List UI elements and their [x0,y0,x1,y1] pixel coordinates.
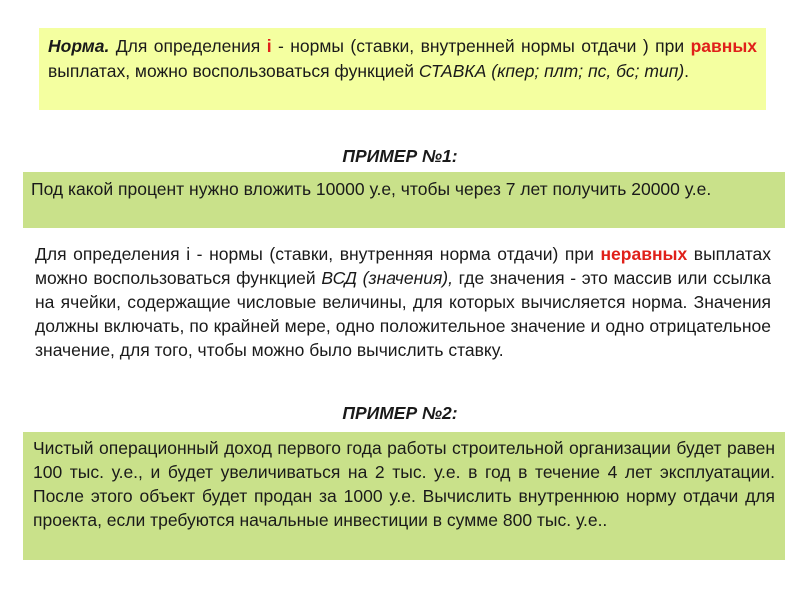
example-1-text: Под какой процент нужно вложить 10000 у.е, чтобы через 7 лет получить 20000 у.е. [31,179,712,199]
i-symbol: i [266,36,272,56]
norm-text-2: - нормы (ставки, внутренней нормы отдачи ) при [271,36,691,56]
example-1-box [23,172,785,228]
norm-text-3: выплатах, можно воспользоваться функцией [48,60,419,81]
irr-function-text: ВСД (значения), [321,268,453,288]
irr-text-3: где значения - это массив или ссылка на ячейки, содержащие числовые величины, для которых вычисляется норма. Значения должны включать, по крайней мере, одно положительное значение и одно отрицательное значение, для того, чтобы можно было вычислить ставку. [35,268,772,360]
equal-word: равных [690,36,758,56]
irr-text-1: Для определения i - нормы (ставки, внутренняя норма отдачи) при [35,244,601,264]
norm-label: Норма. [48,36,110,56]
irr-description-box [23,236,785,386]
example-1-title: ПРИМЕР №1: [342,146,458,166]
example-2-box [23,432,785,560]
example-2-title: ПРИМЕР №2: [342,403,458,423]
rate-function-text: СТАВКА (кпер; плт; пс, бс; тип) [418,60,685,81]
norm-text-4: . [684,60,690,81]
norm-definition-box [39,28,766,110]
example-2-text: Чистый операционный доход первого года работы строительной организации будет равен 100 тыс. у.е., и будет увеличиваться на 2 тыс. у.е. в год в течение 4 лет эксплуатации. После этого объект будет продан за 1000 у.е. Вычислить внутреннюю норму отдачи для проекта, если требуются начальные инвестиции в сумме 800 тыс. у.е.. [33,438,775,530]
norm-text-1: Для определения [109,36,267,56]
unequal-word: неравных [600,244,688,264]
irr-text-2: выплатах можно воспользоваться функцией [35,244,771,288]
